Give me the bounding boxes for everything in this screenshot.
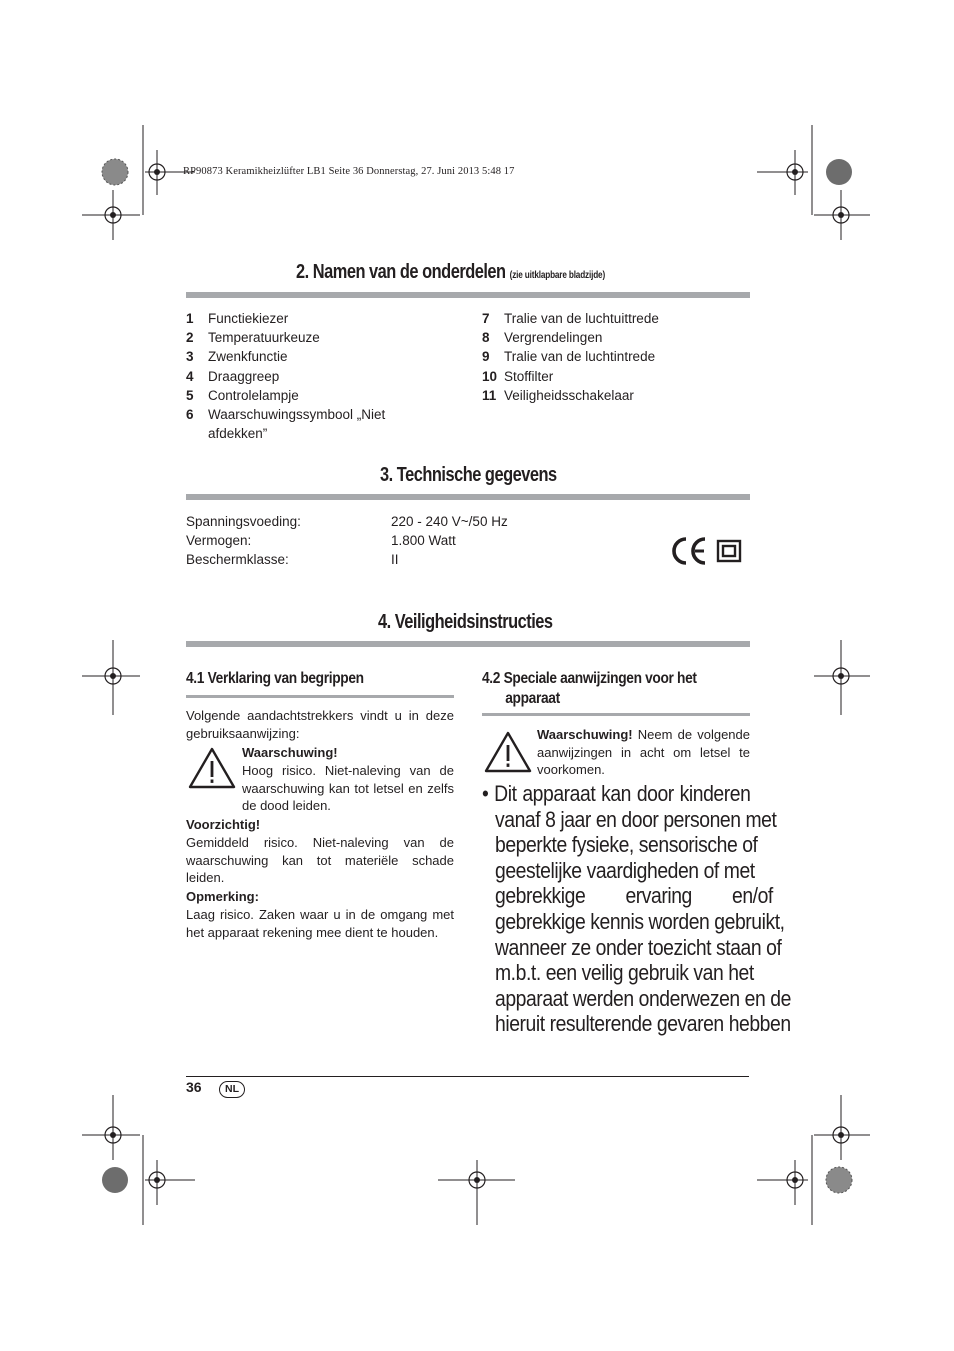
subsection-4-2-rule [482, 713, 750, 716]
bullet-line: gebrekkige ervaring en/of [495, 883, 773, 909]
section-2-heading [296, 261, 756, 284]
part-label: Functiekiezer [208, 311, 289, 326]
part-item [186, 367, 446, 386]
bullet-line: m.b.t. een veilig gebruik van het [495, 960, 754, 986]
part-item [186, 386, 446, 405]
part-label: Draaggreep [208, 368, 280, 384]
bullet-line: wanneer ze onder toezicht staan of [495, 934, 782, 960]
part-label: Stoffilter [504, 368, 554, 384]
part-number: 7 [482, 311, 490, 326]
part-item [186, 347, 446, 366]
spec-row [186, 531, 606, 550]
spec-label: Beschermklasse: [186, 552, 289, 568]
parts-list-right [482, 309, 752, 405]
section-4-heading [378, 611, 678, 634]
part-label: Waarschuwingssymbool „Niet afdekken” [208, 407, 386, 442]
warning-label: Waarschuwing! [242, 745, 338, 760]
warning-block-right [537, 726, 750, 779]
subsection-4-2-title-line1: 4.2 Speciale aanwijzingen voor het [482, 670, 697, 687]
part-item [482, 328, 752, 347]
part-number: 2 [186, 330, 194, 346]
part-number: 8 [482, 330, 490, 346]
part-number: 3 [186, 349, 194, 365]
section-3-rule [186, 494, 750, 500]
part-item [186, 328, 446, 347]
caution-text: Gemiddeld risico. Niet-naleving van de waarschuwing kan tot materiële schade leiden. [186, 835, 454, 886]
part-item [482, 367, 752, 386]
part-number: 4 [186, 368, 194, 384]
bullet-line: geestelijke vaardigheden of met [495, 857, 755, 883]
subsection-4-1-title: 4.1 Verklaring van begrippen [186, 670, 364, 687]
footer-rule [186, 1076, 749, 1077]
spec-value: 1.800 Watt [391, 533, 456, 549]
bullet-line: beperkte fysieke, sensorische of [495, 832, 758, 858]
part-number: 10 [482, 368, 498, 384]
part-number: 11 [482, 387, 497, 403]
part-label: Zwenkfunctie [208, 349, 288, 365]
spec-value: II [391, 552, 399, 568]
section-2-rule [186, 292, 750, 298]
warning-text-right: Neem de volgende aanwijzingen in acht om letsel te voorkomen. [537, 727, 750, 778]
part-number: 1 [186, 311, 194, 326]
spec-row [186, 512, 606, 531]
section-4-rule [186, 641, 750, 647]
section-3-heading [380, 464, 680, 487]
language-badge: NL [219, 1081, 245, 1098]
spec-label: Vermogen: [186, 533, 252, 549]
section-2-title-wrap [296, 261, 673, 284]
part-label: Controlelampje [208, 387, 299, 403]
part-label: Temperatuurkeuze [208, 330, 320, 346]
part-item [482, 309, 752, 328]
part-label: Veiligheidsschakelaar [504, 387, 634, 403]
subsection-4-2-heading [482, 669, 750, 709]
bullet-line: hieruit resulterende gevaren hebben [495, 1011, 791, 1037]
subsection-4-2-title-line2: apparaat [505, 690, 560, 707]
bullet-paragraph [482, 781, 791, 1037]
spec-value: 220 - 240 V~/50 Hz [391, 514, 508, 529]
part-label: Vergrendelingen [504, 330, 603, 346]
part-item [482, 386, 752, 405]
warning-label-right: Waarschuwing! [537, 727, 633, 742]
ce-class-symbols [672, 536, 744, 566]
part-number: 6 [186, 407, 194, 423]
note-text: Laag risico. Zaken waar u in de omgang met het apparaat rekening mee dient te houden. [186, 907, 454, 940]
bullet-line: • Dit apparaat kan door kinderen [482, 781, 751, 806]
bullet-line: vanaf 8 jaar en door personen met [495, 806, 777, 832]
page-number: 36 [186, 1079, 202, 1095]
part-item [482, 347, 752, 366]
section-2-title-note: (zie uitklapbare bladzijde) [509, 270, 606, 281]
caution-label: Voorzichtig! [186, 817, 261, 832]
bullet-line: apparaat werden onderwezen en de [495, 985, 791, 1011]
spec-label: Spanningsvoeding: [186, 514, 301, 529]
bullet-line: gebrekkige kennis worden gebruikt, [495, 908, 785, 934]
warning-triangle-icon [483, 730, 533, 779]
section-3-title: 3. Technische gegevens [380, 464, 557, 486]
intro-text: Volgende aandachtstrekkers vindt u in deze gebruiksaanwijzing: [186, 708, 454, 741]
section-4-title: 4. Veiligheidsinstructies [378, 611, 553, 633]
ce-mark-icon [672, 536, 744, 571]
parts-list-left [186, 309, 446, 443]
part-number: 5 [186, 387, 194, 403]
warning-triangle-graphic [483, 730, 533, 774]
warning-text: Hoog risico. Niet-naleving van de waarschuwing kan tot letsel en zelfs de dood leiden. [242, 763, 454, 814]
note-label: Opmerking: [186, 889, 259, 904]
part-item [186, 309, 446, 328]
print-info-header: RP90873 Keramikheizlüfter LB1 Seite 36 Donnerstag, 27. Juni 2013 5:48 17 [183, 166, 515, 177]
part-number: 9 [482, 349, 490, 365]
subsection-4-1-rule [186, 695, 454, 698]
warning-triangle-graphic [187, 746, 237, 790]
subsection-4-1-heading [186, 669, 454, 689]
spec-row [186, 550, 606, 569]
part-label: Tralie van de luchtuittrede [504, 311, 659, 326]
part-item [186, 405, 446, 443]
section-2-title: 2. Namen van de onderdelen [296, 261, 506, 283]
warning-triangle-icon [187, 746, 237, 795]
tech-specs [186, 512, 606, 570]
part-label: Tralie van de luchtintrede [504, 349, 656, 365]
